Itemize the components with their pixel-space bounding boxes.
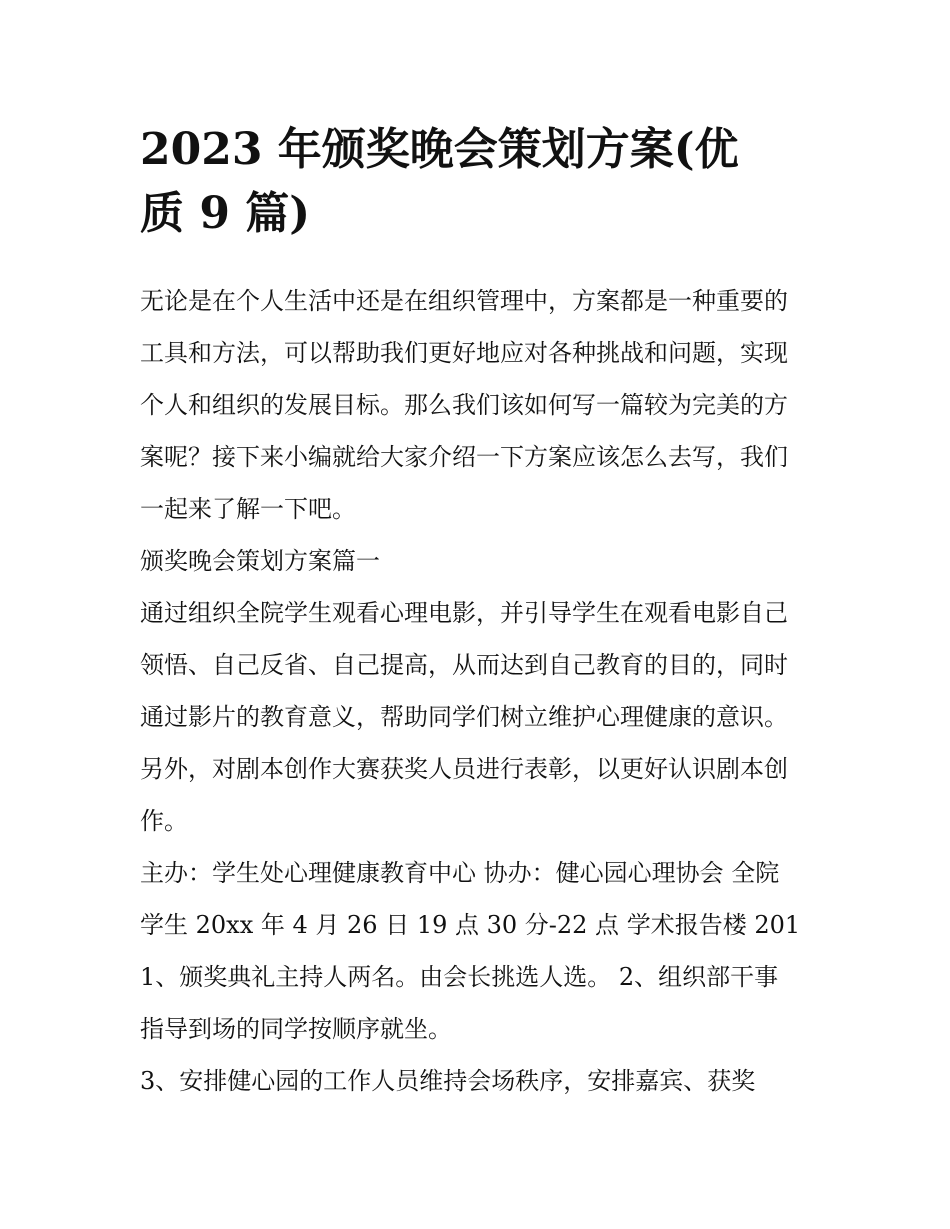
text-line: 主办：学生处心理健康教育中心 协办：健心园心理协会 全院	[140, 859, 780, 887]
text-line: 一起来了解一下吧。	[140, 495, 356, 523]
text-line: 无论是在个人生活中还是在组织管理中，方案都是一种重要的	[140, 287, 788, 315]
arrangement-paragraph-3	[140, 1062, 815, 1101]
text-line: 1、颁奖典礼主持人两名。由会长挑选人选。 2、组织部干事	[140, 963, 779, 991]
text-line: 指导到场的同学按顺序就坐。	[140, 1015, 452, 1043]
text-line: 作。	[140, 807, 188, 835]
document-title-line-1: 2023 年颁奖晚会策划方案(优	[140, 124, 739, 175]
document-title-line-2: 质 9 篇)	[140, 188, 311, 239]
document-body	[140, 282, 815, 1114]
arrangement-paragraph-1	[140, 958, 815, 1049]
section-heading	[140, 542, 815, 581]
text-line: 通过组织全院学生观看心理电影，并引导学生在观看电影自己	[140, 599, 788, 627]
text-line: 个人和组织的发展目标。那么我们该如何写一篇较为完美的方	[140, 391, 788, 419]
text-line: 领悟、自己反省、自己提高，从而达到自己教育的目的，同时	[140, 651, 788, 679]
document-page	[140, 0, 815, 1229]
text-line: 学生 20xx 年 4 月 26 日 19 点 30 分-22 点 学术报告楼 201	[140, 911, 801, 939]
text-line: 工具和方法，可以帮助我们更好地应对各种挑战和问题，实现	[140, 339, 788, 367]
text-line: 通过影片的教育意义，帮助同学们树立维护心理健康的意识。	[140, 703, 788, 731]
section-heading-text: 颁奖晚会策划方案篇一	[140, 547, 380, 575]
intro-paragraph	[140, 282, 815, 529]
purpose-paragraph	[140, 594, 815, 841]
text-line: 另外，对剧本创作大赛获奖人员进行表彰，以更好认识剧本创	[140, 755, 788, 783]
organizer-paragraph	[140, 854, 815, 945]
text-line: 3、安排健心园的工作人员维持会场秩序，安排嘉宾、获奖	[140, 1067, 756, 1095]
document-title	[140, 118, 800, 246]
text-line: 案呢？接下来小编就给大家介绍一下方案应该怎么去写，我们	[140, 443, 788, 471]
